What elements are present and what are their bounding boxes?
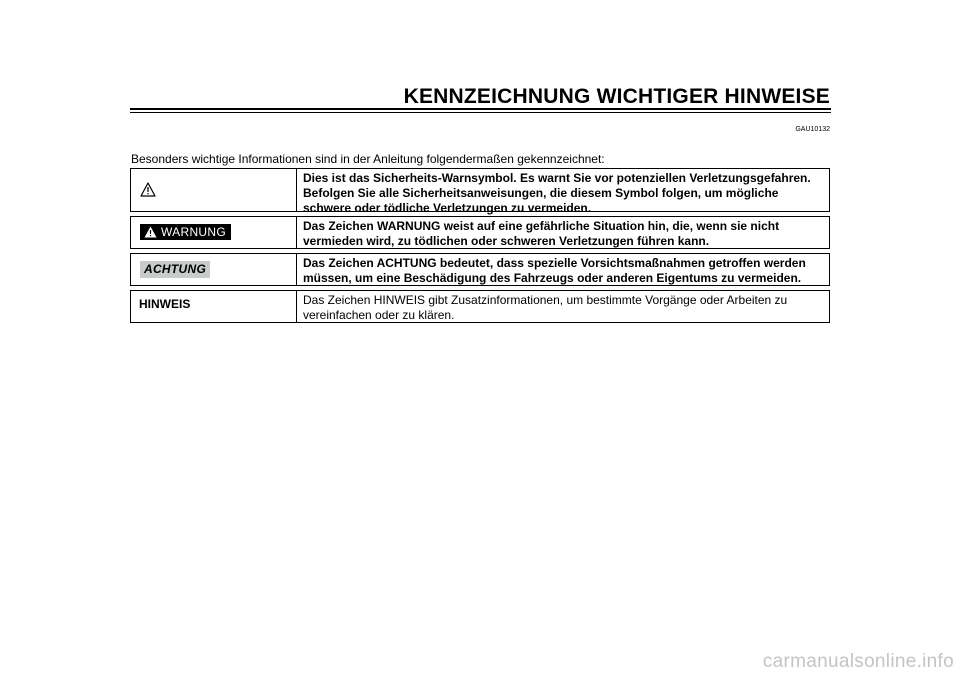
title-rule-thin [130, 112, 831, 113]
row-description: Das Zeichen ACHTUNG bedeutet, dass spezielle Vorsichtsmaßnahmen getroffen werden müssen, um eine Beschädigung des Fahrzeugs oder anderen Eigentums zu vermeiden. [303, 256, 806, 285]
section-code: GAU10132 [795, 126, 830, 133]
table-row-hinweis [130, 290, 830, 323]
title-rule-thick [130, 108, 831, 110]
row-label-cell [131, 217, 297, 248]
notice-table [130, 168, 830, 323]
table-row-safety-symbol [130, 168, 830, 215]
row-description: Das Zeichen HINWEIS gibt Zusatzinformationen, um bestimmte Vorgänge oder Arbeiten zu vereinfachen oder zu klären. [303, 293, 788, 322]
achtung-badge: ACHTUNG [140, 261, 210, 278]
table-row-warnung [130, 216, 830, 249]
row-label-cell [131, 291, 297, 322]
watermark: carmanualsonline.info [762, 651, 954, 672]
warnung-label: WARNUNG [161, 225, 226, 239]
warning-triangle-icon [144, 226, 157, 238]
row-description: Dies ist das Sicherheits-Warnsymbol. Es warnt Sie vor potenziellen Verletzungsgefahren. Befolgen Sie alle Sicherheitsanweisungen, die diesem Symbol folgen, um mögliche schwere oder tödliche Verletzungen zu vermeiden. [303, 171, 811, 215]
row-label-cell [131, 169, 297, 211]
warning-triangle-icon [140, 182, 156, 197]
page-title: KENNZEICHNUNG WICHTIGER HINWEISE [403, 85, 830, 108]
table-row-achtung [130, 253, 830, 286]
row-label-cell [131, 254, 297, 285]
hinweis-label: HINWEIS [139, 297, 191, 311]
warnung-badge [140, 224, 231, 240]
intro-text: Besonders wichtige Informationen sind in der Anleitung folgendermaßen gekennzeichnet: [131, 152, 605, 166]
row-description: Das Zeichen WARNUNG weist auf eine gefährliche Situation hin, die, wenn sie nicht vermieden wird, zu tödlichen oder schweren Verletzungen führen kann. [303, 219, 780, 248]
